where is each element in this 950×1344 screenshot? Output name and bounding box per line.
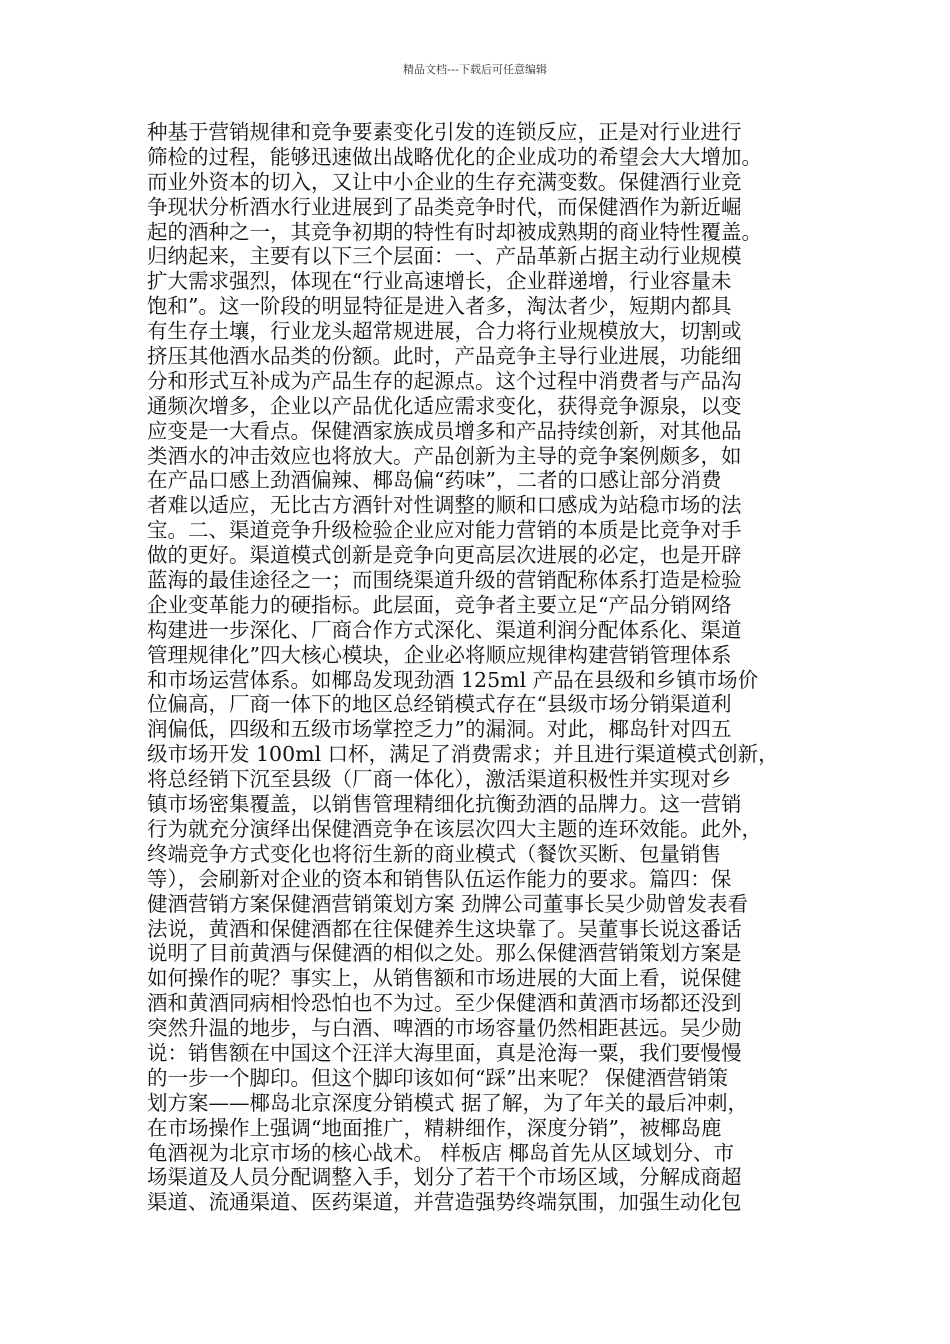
text-line: 级市场开发 100ml 口杯，满足了消费需求；并且进行渠道模式创新， bbox=[147, 742, 779, 767]
text-line: 应变是一大看点。保健酒家族成员增多和产品持续创新，对其他品 bbox=[147, 418, 742, 443]
text-line: 分和形式互补成为产品生存的起源点。这个过程中消费者与产品沟 bbox=[147, 368, 742, 393]
text-line: 健酒营销方案保健酒营销策划方案 劲牌公司董事长吴少勋曾发表看 bbox=[147, 891, 749, 916]
text-line: 管理规律化”四大核心模块，企业必将顺应规律构建营销管理体系 bbox=[147, 642, 732, 667]
text-line: 在市场操作上强调“地面推广，精耕细作，深度分销”，被椰岛鹿 bbox=[147, 1115, 722, 1140]
text-line: 筛检的过程，能够迅速做出战略优化的企业成功的希望会大大增加。 bbox=[147, 144, 762, 169]
text-line: 和市场运营体系。如椰岛发现劲酒 125ml 产品在县级和乡镇市场价 bbox=[147, 667, 759, 692]
text-line: 做的更好。渠道模式创新是竞争向更高层次进展的必定，也是开辟 bbox=[147, 543, 742, 568]
text-line: 宝。二、渠道竞争升级检验企业应对能力营销的本质是比竞争对手 bbox=[147, 518, 742, 543]
text-line: 位偏高，厂商一体下的地区总经销模式存在“县级市场分销渠道利 bbox=[147, 692, 732, 717]
text-line: 种基于营销规律和竞争要素变化引发的连锁反应，正是对行业进行 bbox=[147, 120, 742, 144]
text-line: 企业变革能力的硬指标。此层面，竞争者主要立足“产品分销网络 bbox=[147, 592, 732, 617]
text-line: 龟酒视为北京市场的核心战术。 样板店 椰岛首先从区域划分、市 bbox=[147, 1140, 735, 1165]
page-header: 精品文档---下载后可任意编辑 bbox=[403, 63, 547, 76]
text-line: 说明了目前黄酒与保健酒的相似之处。那么保健酒营销策划方案是 bbox=[147, 941, 742, 966]
text-line: 蓝海的最佳途径之一；而围绕渠道升级的营销配称体系打造是检验 bbox=[147, 568, 742, 593]
text-line: 终端竞争方式变化也将衍生新的商业模式（餐饮买断、包量销售 bbox=[147, 841, 721, 866]
text-line: 通频次增多，企业以产品优化适应需求变化，获得竞争源泉，以变 bbox=[147, 393, 742, 418]
text-line: 归纳起来，主要有以下三个层面：一、产品革新占据主动行业规模 bbox=[147, 244, 742, 269]
text-line: 将总经销下沉至县级（厂商一体化），激活渠道积极性并实现对乡 bbox=[147, 767, 732, 792]
text-line: 起的酒种之一，其竞争初期的特性有时却被成熟期的商业特性覆盖。 bbox=[147, 219, 762, 244]
text-line: 说：销售额在中国这个汪洋大海里面，真是沧海一粟，我们要慢慢 bbox=[147, 1040, 742, 1065]
text-line: 突然升温的地步，与白酒、啤酒的市场容量仍然相距甚远。吴少勋 bbox=[147, 1016, 742, 1041]
text-line: 酒和黄酒同病相怜恐怕也不为过。至少保健酒和黄酒市场都还没到 bbox=[147, 991, 742, 1016]
text-line: 如何操作的呢？事实上，从销售额和市场进展的大面上看，说保健 bbox=[147, 966, 742, 991]
text-line: 等），会刷新对企业的资本和销售队伍运作能力的要求。篇四：保 bbox=[147, 866, 732, 891]
text-line: 构建进一步深化、厂商合作方式深化、渠道利润分配体系化、渠道 bbox=[147, 617, 742, 642]
text-line: 在产品口感上劲酒偏辣、椰岛偏“药味”，二者的口感让部分消费 bbox=[147, 468, 722, 493]
text-line: 有生存土壤，行业龙头超常规进展，合力将行业规模放大，切割或 bbox=[147, 319, 742, 344]
text-line: 划方案——椰岛北京深度分销模式 据了解，为了年关的最后冲刺， bbox=[147, 1090, 749, 1115]
text-line: 者难以适应，无比古方酒针对性调整的顺和口感成为站稳市场的法 bbox=[147, 493, 742, 518]
text-line: 渠道、流通渠道、医药渠道，并营造强势终端氛围，加强生动化包 bbox=[147, 1190, 742, 1215]
text-line: 行为就充分演绎出保健酒竞争在该层次四大主题的连环效能。此外， bbox=[147, 816, 762, 841]
text-line: 润偏低，四级和五级市场掌控乏力”的漏洞。对此，椰岛针对四五 bbox=[147, 717, 732, 742]
text-line: 挤压其他酒水品类的份额。此时，产品竞争主导行业进展，功能细 bbox=[147, 344, 742, 369]
text-line: 法说，黄酒和保健酒都在往保健养生这块靠了。吴董事长说这番话 bbox=[147, 916, 742, 941]
text-line: 场渠道及人员分配调整入手，划分了若干个市场区域，分解成商超 bbox=[147, 1165, 742, 1190]
text-line: 饱和”。这一阶段的明显特征是进入者多，淘汰者少，短期内都具 bbox=[147, 294, 732, 319]
text-line: 而业外资本的切入，又让中小企业的生存充满变数。保健酒行业竞 bbox=[147, 169, 742, 194]
text-line: 争现状分析酒水行业进展到了品类竞争时代，而保健酒作为新近崛 bbox=[147, 194, 742, 219]
text-line: 镇市场密集覆盖，以销售管理精细化抗衡劲酒的品牌力。这一营销 bbox=[147, 792, 742, 817]
document-body bbox=[147, 120, 817, 1215]
text-line: 扩大需求强烈，体现在“行业高速增长，企业群递增，行业容量未 bbox=[147, 269, 732, 294]
text-line: 的一步一个脚印。但这个脚印该如何“踩”出来呢？ 保健酒营销策 bbox=[147, 1065, 728, 1090]
text-line: 类酒水的冲击效应也将放大。产品创新为主导的竞争案例颇多，如 bbox=[147, 443, 742, 468]
